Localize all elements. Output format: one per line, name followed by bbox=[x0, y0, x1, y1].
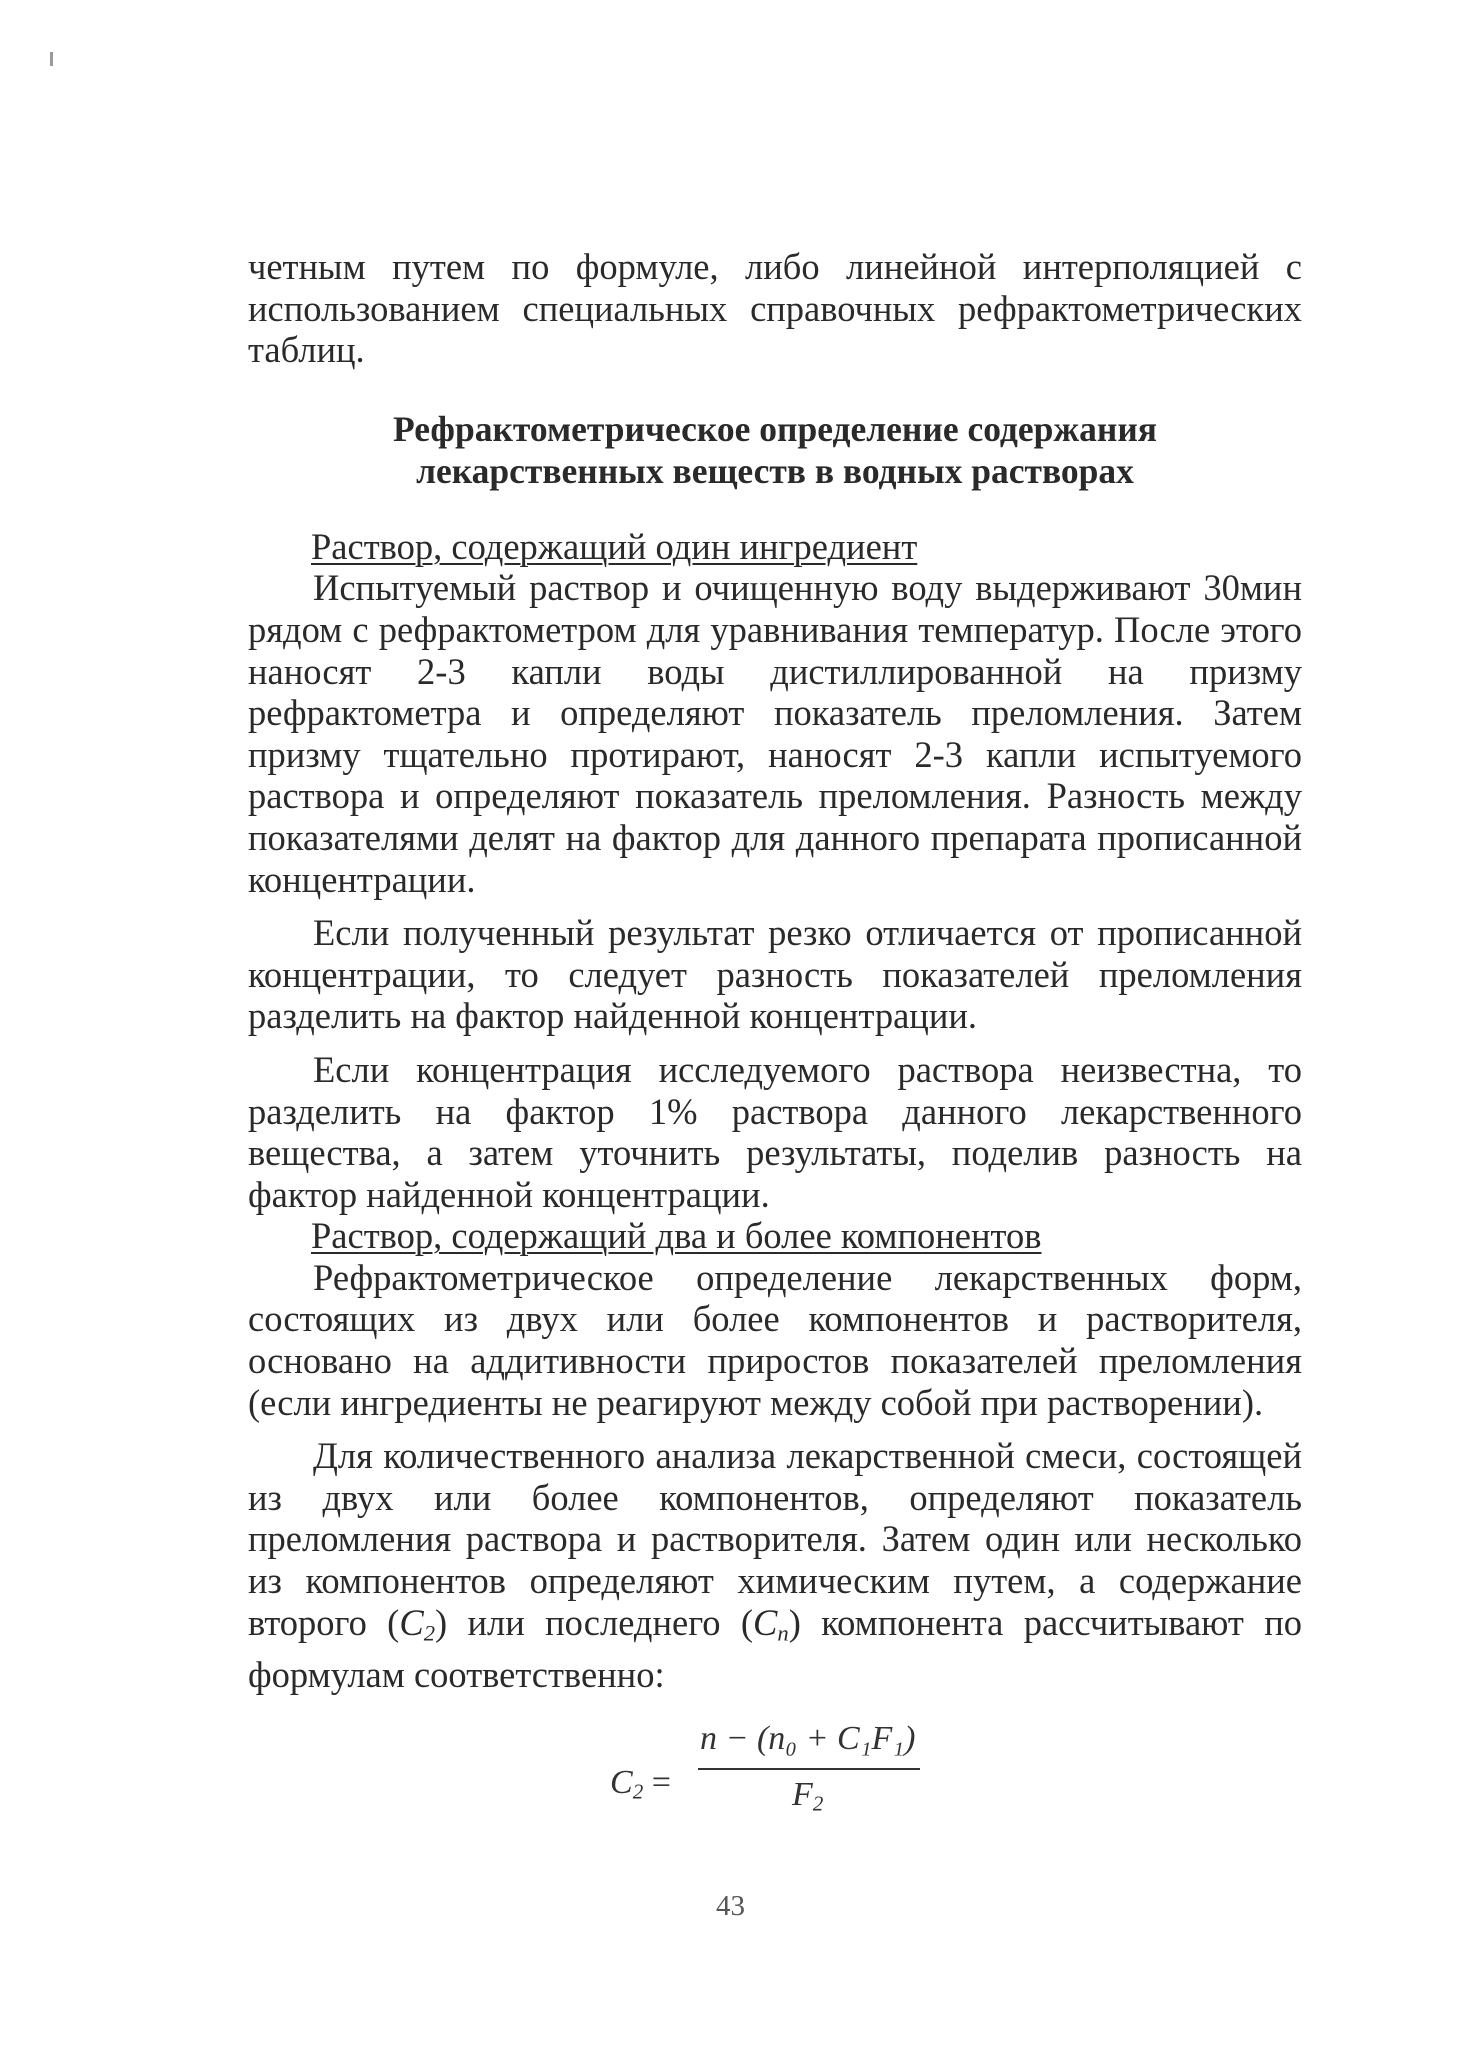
paragraph-unknown-concentration: Если концентрация исследуемого раствора неизвестна, то разделить на фактор 1% раствора данного лекарственного вещества, а затем уточнить результаты, поделив разность на фактор найденной концентрации. bbox=[248, 1048, 1302, 1215]
heading-line-2: лекарственных веществ в водных растворах bbox=[416, 450, 1134, 491]
formula-denominator: $F_2$ bbox=[792, 1776, 824, 1816]
formula-lhs: $C_2$ = bbox=[610, 1764, 671, 1804]
scan-artifact bbox=[50, 52, 53, 66]
c2-symbol: $C_2$ bbox=[399, 1601, 436, 1646]
text-part-2: ) или последнего ( bbox=[435, 1601, 754, 1643]
text-part-1: Для количественного анализа лекарственной смеси, состоящей из двух или более компонентов, определяют показатель преломления раствора и растворителя. Затем один или несколько из компонентов определяют химическим путем, а содержание второго ( bbox=[248, 1435, 1302, 1643]
page-number: 43 bbox=[716, 1890, 745, 1922]
formula-c2 bbox=[610, 1720, 930, 1840]
page-body bbox=[248, 246, 1302, 1695]
cn-symbol: $C_n$ bbox=[753, 1601, 789, 1646]
text-part-3: ) компонента рассчитывают по формулам соответственно: bbox=[248, 1601, 1302, 1695]
paragraph-procedure: Испытуемый раствор и очищенную воду выдерживают 30мин рядом с рефрактометром для уравнивания температур. После этого наносят 2-3 капли воды дистиллированной на призму рефрактометра и определяют показатель преломления. Затем призму тщательно протирают, наносят 2-3 капли испытуемого раствора и определяют показатель преломления. Разность между показателями делят на фактор для данного препарата прописанной концентрации. bbox=[248, 567, 1302, 900]
paragraph-sharp-difference: Если полученный результат резко отличается от прописанной концентрации, то следует разность показателей преломления разделить на фактор найденной концентрации. bbox=[248, 912, 1302, 1037]
subheading-two-components: Раствор, содержащий два и более компонентов bbox=[311, 1215, 1042, 1257]
paragraph-additivity: Рефрактометрическое определение лекарственных форм, состоящих из двух или более компонентов и растворителя, основано на аддитивности приростов показателей преломления (если ингредиенты не реагируют между собой при растворении). bbox=[248, 1256, 1302, 1423]
paragraph-quantitative-analysis bbox=[248, 1435, 1302, 1695]
heading-line-1: Рефрактометрическое определение содержания bbox=[392, 408, 1157, 449]
intro-paragraph: четным путем по формуле, либо линейной интерполяцией с использованием специальных справочных рефрактометрических таблиц. bbox=[248, 246, 1302, 371]
formula-numerator: n − (n₀ + C₁F₁) bbox=[700, 1720, 916, 1757]
subheading-one-ingredient: Раствор, содержащий один ингредиент bbox=[311, 525, 918, 567]
fraction-bar bbox=[698, 1768, 920, 1770]
section-heading bbox=[248, 408, 1302, 492]
